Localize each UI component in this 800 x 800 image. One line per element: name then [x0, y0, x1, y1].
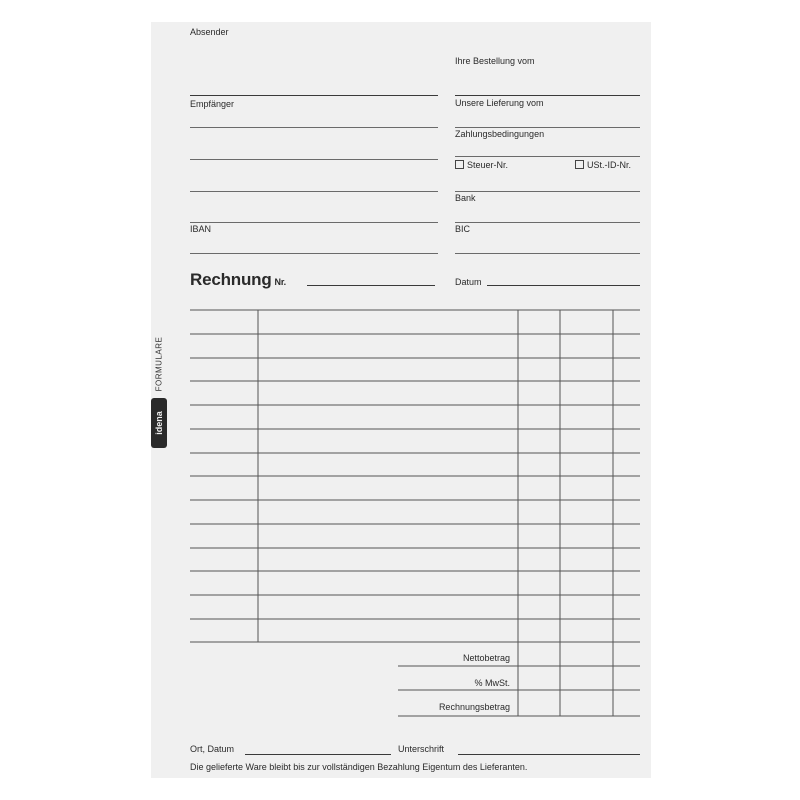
net-amount-label: Nettobetrag — [462, 653, 510, 663]
vat-amount-label: % MwSt. — [474, 678, 510, 688]
sender-label: Absender — [190, 27, 229, 37]
brand-logo: idena — [151, 398, 167, 448]
place-date-field[interactable] — [245, 754, 391, 755]
invoice-title: Rechnung Nr. — [190, 270, 286, 289]
place-date-label: Ort, Datum — [190, 744, 235, 754]
retention-of-title-note: Die gelieferte Ware bleibt bis zur vollständigen Bezahlung Eigentum des Lieferanten. — [190, 762, 528, 772]
invoice-number-label: Nr. — [274, 277, 286, 287]
delivery-date-label: Unsere Lieferung vom — [455, 98, 544, 108]
vat-id-label: USt.-ID-Nr. — [587, 160, 631, 170]
bic-label: BIC — [455, 224, 471, 234]
invoice-total-label: Rechnungsbetrag — [438, 702, 510, 712]
brand-product-text: FORMULARE — [154, 336, 164, 392]
iban-label: IBAN — [190, 224, 212, 234]
signature-label: Unterschrift — [398, 744, 445, 754]
recipient-label: Empfänger — [190, 99, 235, 109]
signature-field[interactable] — [458, 754, 640, 755]
bank-label: Bank — [455, 193, 476, 203]
invoice-date-label: Datum — [455, 277, 482, 287]
payment-terms-label: Zahlungsbedingungen — [455, 129, 545, 139]
order-date-label: Ihre Bestellung vom — [455, 56, 535, 66]
tax-number-label: Steuer-Nr. — [467, 160, 509, 170]
